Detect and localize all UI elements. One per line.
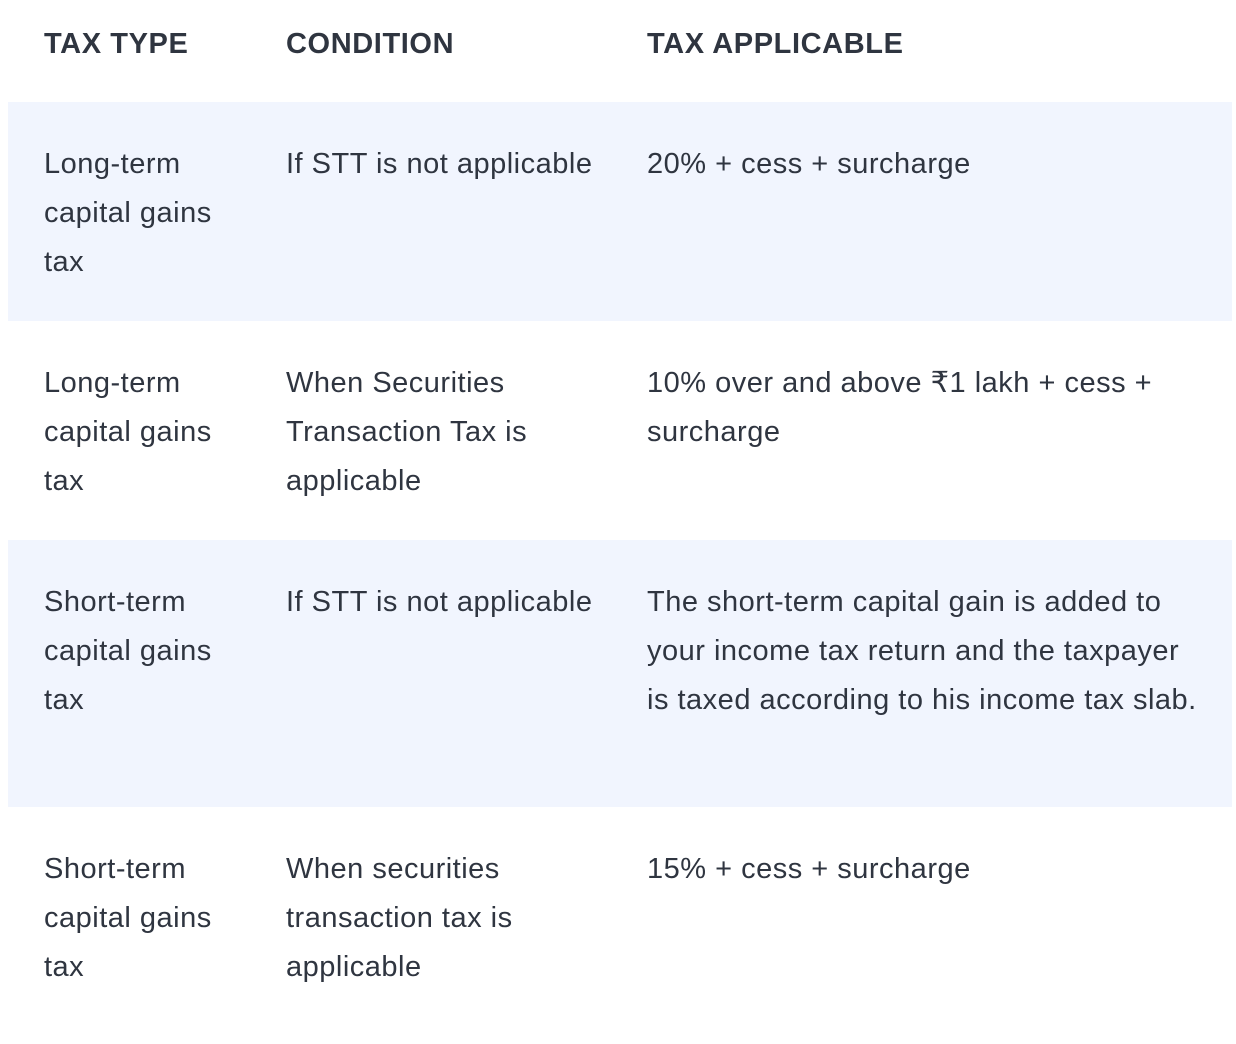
header-condition: CONDITION — [286, 28, 455, 60]
cell-condition: When Securities Transaction Tax is applicable — [286, 367, 528, 497]
cell-tax-applicable: 15% + cess + surcharge — [647, 853, 971, 885]
table-row — [8, 540, 1232, 807]
cell-condition: When securities transaction tax is applicable — [286, 853, 513, 983]
cell-tax-type: Short-term capital gains tax — [44, 853, 212, 983]
cell-tax-applicable: 20% + cess + surcharge — [647, 148, 971, 180]
tax-table — [8, 0, 1232, 1043]
cell-tax-type: Long-term capital gains tax — [44, 367, 212, 497]
header-tax-type: TAX TYPE — [44, 28, 189, 60]
cell-tax-applicable: 10% over and above ₹1 lakh + cess + surcharge — [647, 367, 1153, 448]
cell-tax-type: Short-term capital gains tax — [44, 586, 212, 716]
table-row — [8, 321, 1232, 540]
cell-tax-type: Long-term capital gains tax — [44, 148, 212, 278]
header-tax-applicable: TAX APPLICABLE — [647, 28, 904, 60]
table-header — [8, 0, 1232, 102]
cell-tax-applicable: The short-term capital gain is added to your income tax return and the taxpayer is taxed according to his income tax slab. — [647, 586, 1197, 716]
table-row — [8, 102, 1232, 321]
table-row — [8, 807, 1232, 1043]
cell-condition: If STT is not applicable — [286, 586, 593, 618]
cell-condition: If STT is not applicable — [286, 148, 593, 180]
